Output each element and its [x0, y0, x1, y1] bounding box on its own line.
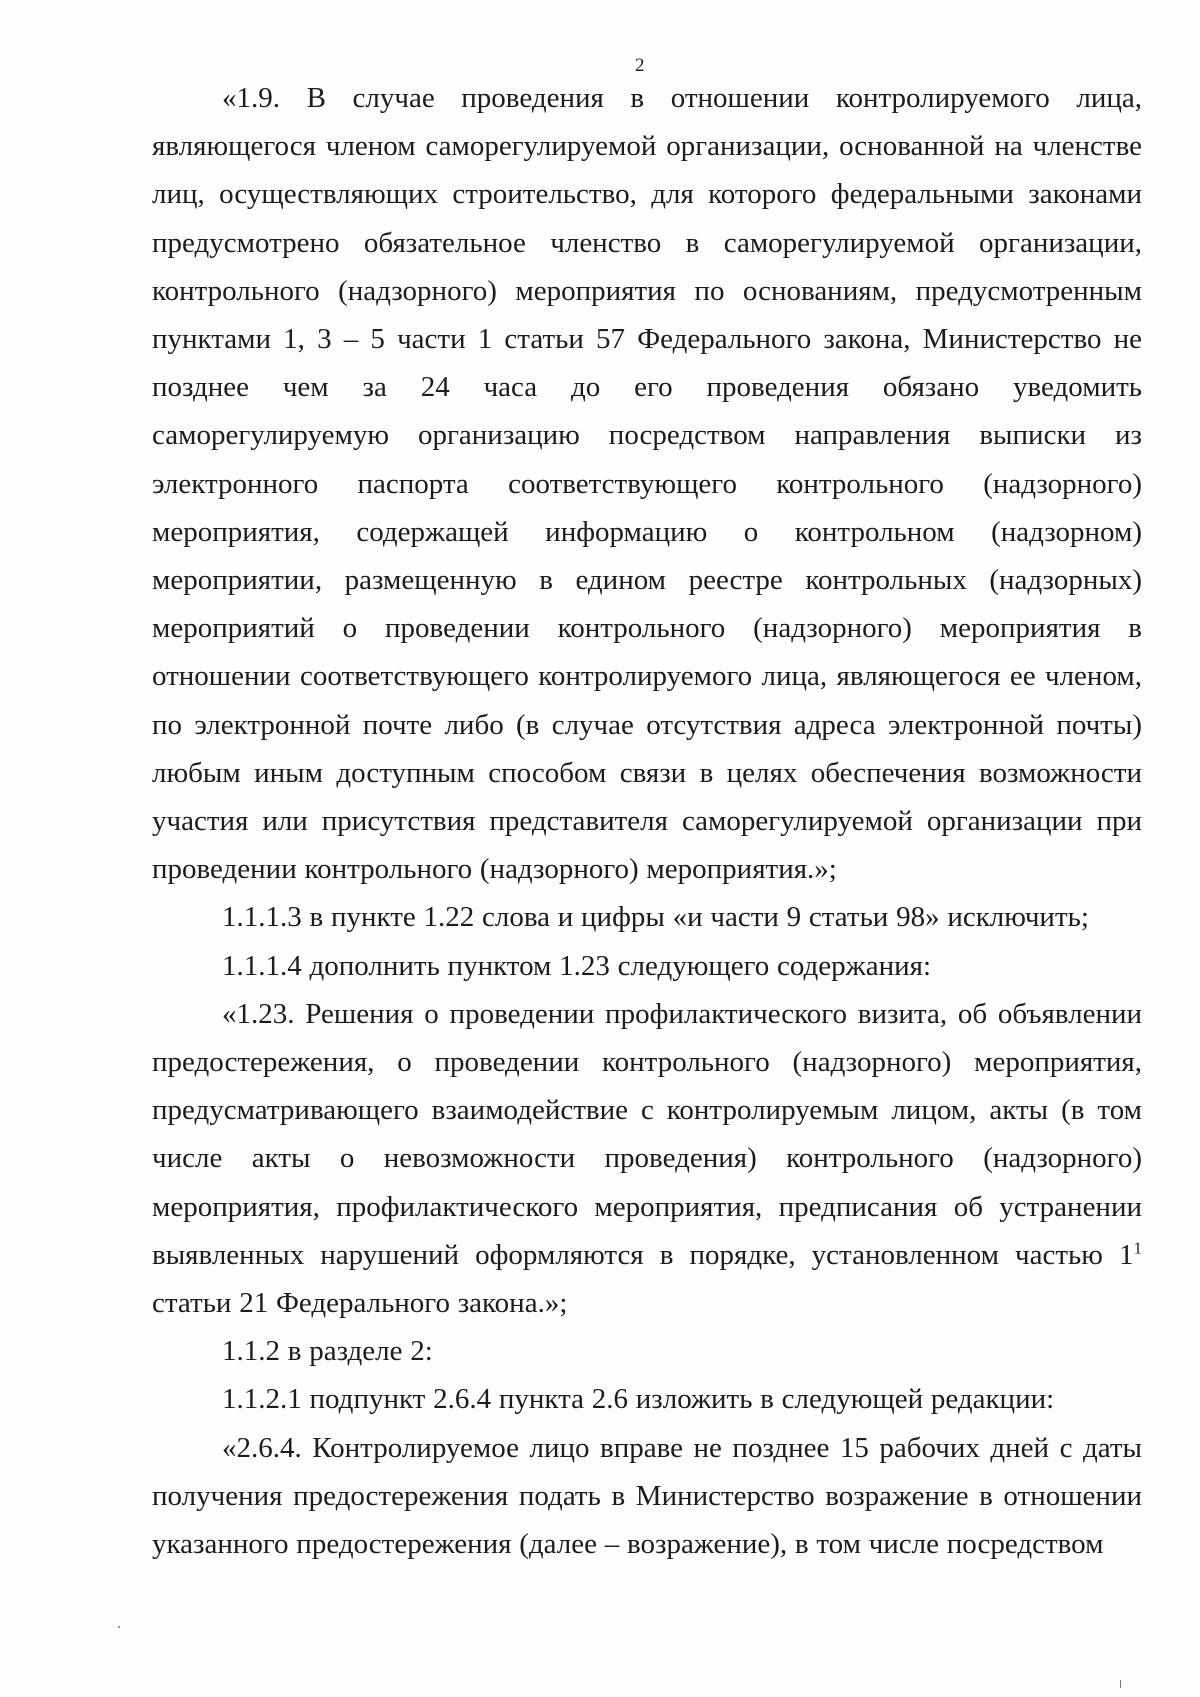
paragraph-1-1-2: 1.1.2 в разделе 2: [222, 1335, 433, 1368]
superscript-marker: 1 [1133, 1238, 1142, 1258]
document-body [152, 74, 1142, 1568]
paragraph-1-23-text: «1.23. Решения о проведении профилактического визита, об объявлении предостережения, о проведении контрольного (надзорного) мероприятия, предусматривающего взаимодействие с контролируемым лицом, акты (в том числе акты о невозможности проведения) контрольного (надзорного) мероприятия, профилактического мероприятия, предписания об устранении выявленных нарушений оформляются в порядке, установленном частью 1 [152, 997, 1142, 1271]
paragraph-2-6-4: «2.6.4. Контролируемое лицо вправе не позднее 15 рабочих дней с даты получения предостережения подать в Министерство возражение в отношении указанного предостережения (далее – возражение), в том числе посредством [152, 1431, 1142, 1561]
paragraph-1-23-tail: статьи 21 Федерального закона.»; [152, 1287, 568, 1320]
scan-speck [118, 1626, 120, 1628]
scan-speck [1120, 1680, 1121, 1688]
paragraph-1-1-1-3: 1.1.1.3 в пункте 1.22 слова и цифры «и части 9 статьи 98» исключить; [222, 901, 1089, 934]
page-number: 2 [635, 55, 645, 76]
paragraph-1-23 [152, 990, 1142, 1327]
paragraph-1-1-1-4: 1.1.1.4 дополнить пунктом 1.23 следующего содержания: [222, 949, 932, 982]
paragraph-1-1-2-1: 1.1.2.1 подпункт 2.6.4 пункта 2.6 изложить в следующей редакции: [222, 1383, 1055, 1416]
paragraph-1-9: «1.9. В случае проведения в отношении контролируемого лица, являющегося членом саморегулируемой организации, основанной на членстве лиц, осуществляющих строительство, для которого федеральными законами предусмотрено обязательное членство в саморегулируемой организации, контрольного (надзорного) мероприятия по основаниям, предусмотренным пунктами 1, 3 – 5 части 1 статьи 57 Федерального закона, Министерство не позднее чем за 24 часа до его проведения обязано уведомить саморегулируемую организацию посредством направления выписки из электронного паспорта соответствующего контрольного (надзорного) мероприятия, содержащей информацию о контрольном (надзорном) мероприятии, размещенную в едином реестре контрольных (надзорных) мероприятий о проведении контрольного (надзорного) мероприятия в отношении соответствующего контролируемого лица, являющегося ее членом, по электронной почте либо (в случае отсутствия адреса электронной почты) любым иным доступным способом связи в целях обеспечения возможности участия или присутствия представителя саморегулируемой организации при проведении контрольного (надзорного) мероприятия.»; [152, 82, 1142, 886]
